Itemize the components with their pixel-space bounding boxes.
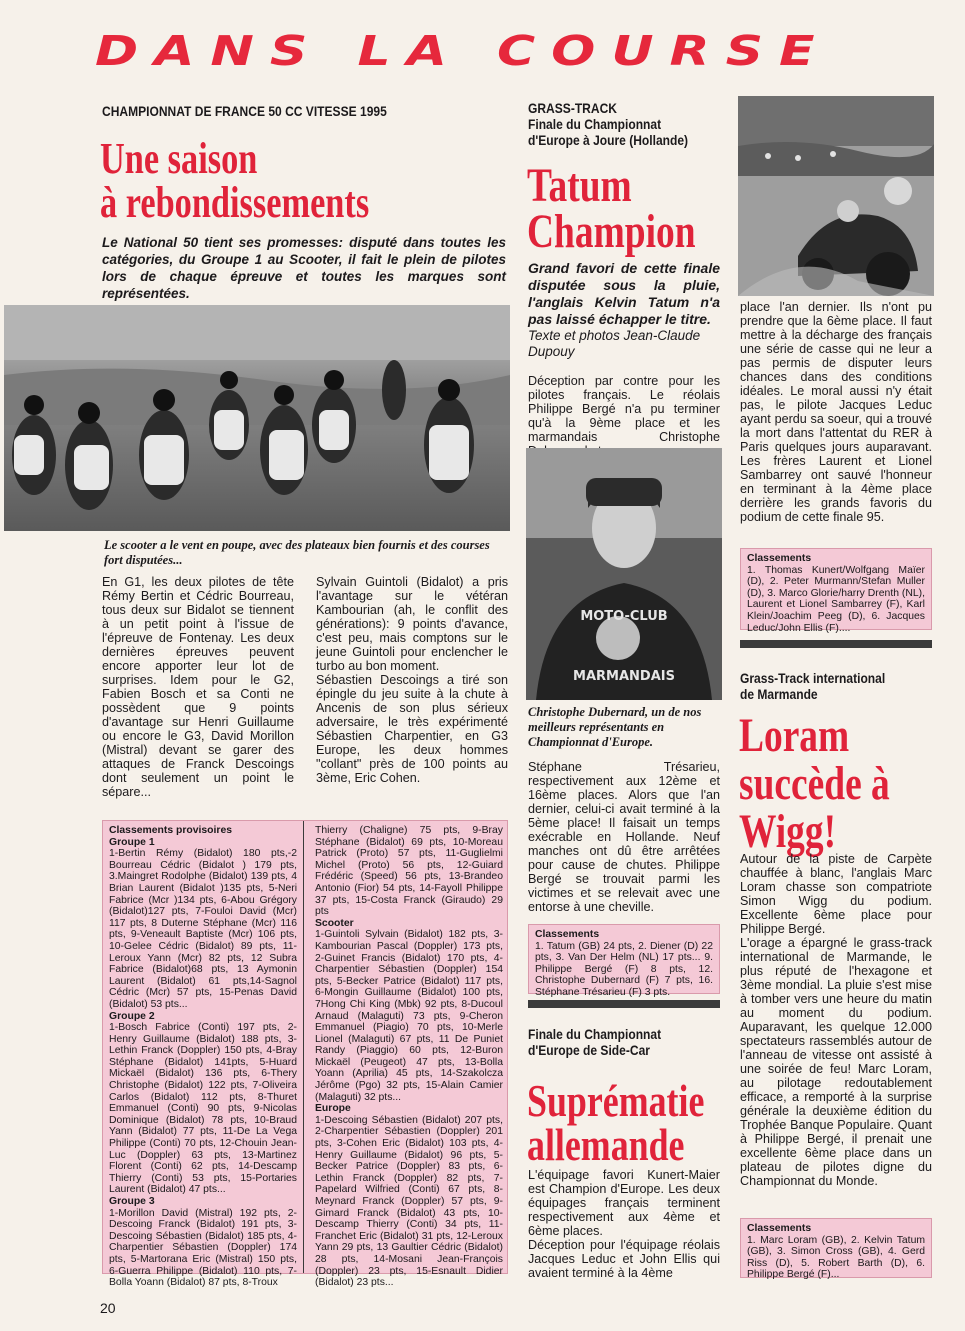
article3-body: L'équipage favori Kunert-Maier est Champion d'Europe. Les deux équipages français terminent respectivement aux 4ème et 6ème places. Déception pour l'équipage réolais Jacques Leduc et John Ellis qui avaient terminé à la 4ème bbox=[528, 1168, 720, 1280]
scooter-photo-caption: Le scooter a le vent en poupe, avec des plateaux bien fournis et des courses fort disputées... bbox=[104, 538, 490, 567]
article2-kicker-line3: d'Europe à Joure (Hollande) bbox=[528, 132, 689, 148]
tatum-standings-title: Classements bbox=[535, 929, 600, 940]
article4-headline-line1: Loram bbox=[739, 709, 850, 762]
jersey-town-text: MARMANDAIS bbox=[573, 669, 675, 684]
europe-title: Europe bbox=[315, 1103, 351, 1115]
scooter-race-photo bbox=[4, 305, 510, 531]
article2-kicker-line1: GRASS-TRACK bbox=[528, 100, 617, 116]
article1-kicker: CHAMPIONNAT DE FRANCE 50 CC VITESSE 1995 bbox=[102, 103, 387, 119]
standings-box-national50 bbox=[102, 820, 508, 1289]
article2-body2: Stéphane Trésarieu, respectivement aux 12ème et 16ème places. Alors que l'an dernier, celui-ci avait terminé à la 5ème place! Il faisait un temps exécrable en Hollande. Neuf manches ont dû être arrêtées pour cause de chutes. Philippe Bergé se trouvait parmi les victimes et se relevait avec une entorse à une cheville. bbox=[528, 760, 720, 914]
article3-kicker-line2: d'Europe de Side-Car bbox=[528, 1042, 650, 1058]
groupe1-standings: 1-Bertin Rémy (Bidalot) 180 pts,-2 Bourreau Cédric (Bidalot ) 179 pts, 3.Maingret Rodolphe (Bidalot) 139 pts, 4 Brian Laurent (Bidalot )135 pts, 5-Neri Fabrice (Mcr )134 pts, 6-Abou Grégory (Bidalot)127 pts, 7-Fouloi David (Mcr) 117 pts, 8 Duterne Stéphane (Mcr) 116 pts, 9-Veneault Baptiste (Mcr) 106 pts, 10-Gelee Cédric (Bidalot) 89 pts, 11-Leroux Yann (Mcr) 82 pts, 12 Subra Fabrice (Bidalot)68 pts, 13 Aymonin Laurent (Bidalot) 61 pts,14-Sagnol Cédric (Mcr) 57 pts, 15-Penas David (Bidalot) 53 pts... bbox=[109, 848, 297, 1010]
article2-headline-line2: Champion bbox=[527, 205, 696, 258]
groupe2-title: Groupe 2 bbox=[109, 1010, 155, 1022]
article3-continuation: place l'an dernier. Ils n'ont pu prendre que la 6ème place. Il faut mettre à la décharge des français une série de casse qui ne leur a pas permis de disputer leurs chances dans des conditions idéales. Le moral aussi n'y était pas, le pilote Jacques Leduc ayant perdu sa soeur, qui a trouvé la mort dans l'attentat du RER à Paris quelques jours auparavant. Les frères Laurent et Lionel Sambarrey ont sauvé l'honneur en terminant à la 4ème place derrière les grands favoris du podium de cette finale 95. bbox=[740, 300, 932, 524]
article4-headline-line3: Wigg! bbox=[739, 805, 837, 858]
scooter-standings: 1-Guintoli Sylvain (Bidalot) 182 pts, 3-Kambourian Pascal (Doppler) 173 pts, 2-Guinet Francis (Bidalot) 170 pts, 4-Charpentier Sébastien (Doppler) 154 pts, 5-Becker Patrice (Bidalot) 117 pts, 6-Mongin Guillaume (Bidalot) 100 pts, 7Hong Chi King (Mbk) 92 pts, 8-Ducoul Arnaud (Malaguti) 73 pts, 9-Cheron Emmanuel (Piagio) 70 pts, 10-Merle Lionel (Malaguti) 67 pts, 11 De Puniet Randy (Piaggio) 60 pts, 12-Buron Mickaël (Peugeot) 47 pts, 13-Bolla Yoann (Aprilia) 45 pts, 14-Szakolcza Jérôme (Pgo) 32 pts, 15-Alain Camier (Malaguti) 32 pts... bbox=[315, 929, 503, 1103]
sidecar-standings-title: Classements bbox=[747, 553, 812, 564]
article3-headline-line2: allemande bbox=[527, 1119, 685, 1170]
article4-kicker-line2: de Marmande bbox=[740, 686, 818, 702]
standings-divider bbox=[303, 821, 304, 1273]
sidecar-race-photo bbox=[738, 96, 934, 296]
divider-rule-right bbox=[740, 640, 932, 648]
standings-box-marmande bbox=[740, 1218, 932, 1281]
marmande-standings-title: Classements bbox=[747, 1223, 812, 1234]
tatum-standings: 1. Tatum (GB) 24 pts, 2. Diener (D) 22 pts, 3. Van Der Helm (NL) 17 pts... 9. Philippe Bergé (F) 8 pts, 12. Christophe Dubernard (F) 7 pts, 16. Stéphane Trésarieu (F) 3 pts. bbox=[535, 940, 713, 998]
groupe2-standings: 1-Bosch Fabrice (Conti) 197 pts, 2-Henry Guillaume (Bidalot) 188 pts, 3-Lethin Franck (Doppler) 150 pts, 4-Bray Stéphane (Bidalot) 141pts, 5-Huard Mickaël (Bidalot) 136 pts, 6-Thery Christophe (Bidalot) 122 pts, 7-Oliveira Carlos (Bidalot) 112 pts, 8-Thuret Emmanuel (Conti) 90 pts, 9-Nicolas Dominique (Bidalot) 78 pts, 10-Braud Yann (Bidalot) 77 pts, 11-De La Vega Philippe (Conti) 70 pts, 12-Chouin Jean-Luc (Doppler) 63 pts, 13-Martinez Florent (Conti) 62 pts, 14-Descamp Thierry (Conti) 53 pts, 15-Portaries Laurent (Bidalot) 47 pts... bbox=[109, 1022, 297, 1196]
article3-kicker-line1: Finale du Championnat bbox=[528, 1026, 662, 1042]
groupe3-title: Groupe 3 bbox=[109, 1196, 155, 1207]
page-number: 20 bbox=[100, 1300, 116, 1316]
standings-box-sidecar bbox=[740, 548, 932, 634]
standings-title: Classements provisoires bbox=[109, 825, 233, 836]
article2-byline: Texte et photos Jean-Claude Dupouy bbox=[528, 328, 701, 359]
article3-headline-line1: Suprématie bbox=[527, 1075, 705, 1126]
article1-lead: Le National 50 tient ses promesses: disputé dans toutes les catégories, du Groupe 1 au Scooter, il fait le plein de pilotes lors de chaque épreuve et toutes les marques sont représentées. bbox=[102, 235, 506, 301]
section-banner: DANS LA COURSE bbox=[95, 28, 831, 75]
article1-body-col1: En G1, les deux pilotes de tête Rémy Bertin et Cédric Bourreau, tous deux sur Bidalot se tiennent à un petit point à l'issue de l'épreuve de Fontenay. Les deux dernières épreuves peuvent encore apporter leur lot de surprises. Idem pour le G2, Fabien Bosch et sa Conti ne possèdent que 9 points d'avantage sur Henri Guillaume ou encore le G3, David Morillon (Mistral) devant se garer des attaques de Franck Descoings dont seulement un point le sépare... bbox=[102, 575, 294, 799]
groupe1-title: Groupe 1 bbox=[109, 836, 155, 848]
article2-lead: Grand favori de cette finale disputée sous la pluie, l'anglais Kelvin Tatum n'a pas laissé échapper le titre. bbox=[528, 260, 720, 327]
article2-headline-line1: Tatum bbox=[527, 159, 632, 212]
article1-headline-line2: à rebondissements bbox=[100, 178, 370, 227]
jersey-club-text: MOTO-CLUB bbox=[580, 609, 668, 624]
groupe3-standings: 1-Morillon David (Mistral) 192 pts, 2-Descoing Franck (Bidalot) 191 pts, 3-Descoing Sébastien (Bidalot) 185 pts, 4-Charpentier Sébastien (Doppler) 174 pts, 5-Martorana Eric (Mistral) 150 pts, 6-Guerra Philippe (Bidalot) 110 pts, 7-Bolla Yoann (Bidalot) 87 pts, 8-Troux bbox=[109, 1207, 297, 1289]
scooter-title: Scooter bbox=[315, 917, 354, 929]
europe-standings: 1-Descoing Sébastien (Bidalot) 207 pts, 2-Charpentier Sébastien (Doppler) 201 pts, 3-Cohen Eric (Bidalot) 103 pts, 4-Henry Guillaume (Bidalot) 96 pts, 5-Becker Patrice (Doppler) 83 pts, 6-Lethin Franck (Doppler) 82 pts, 7-Papelard Wilfried (Conti) 67 pts, 8-Meynard Franck (Doppler) 57 pts, 9-Gimard Franck (Bidalot) 43 pts, 10-Descamp Thierry (Conti) 34 pts, 11-Franchet Eric (Bidalot) 31 pts, 12-Leroux Yann 29 pts, 13 Gaultier Cédric (Bidalot) 28 pts, 14-Mosani Jean-François (Doppler) 23 pts, 15-Esnault Didier (Bidalot) 23 pts... bbox=[315, 1114, 503, 1289]
article4-body: Autour de la piste de Carpète chauffée à blanc, l'anglais Marc Loram chasse son compatriote Simon Wigg du podium. Excellente 6ème place pour Philippe Bergé. L'orage a épargné le grass-track international de Marmande, le plus réputé de l'hexagone et 3ème mondial. La pluie s'est mise à tomber vers une heure du matin au moment du podium. Auparavant, les quelque 12.000 spectateurs rassemblés autour de l'anneau de vitesse ont assisté à une soirée de feu! Marc Loram, au pilotage redoutablement efficace, a remporté à la surprise générale la deuxième édition du Trophée Banque Populaire. Quant à Philippe Bergé, il prenait une excellente 6ème place dans un plateau de pilotes digne du Championnat du Monde. bbox=[740, 852, 932, 1188]
article1-body-col2: Sylvain Guintoli (Bidalot) a pris l'avantage sur le vétéran Kambourian (ah, le conflit des générations): 9 points d'avance, c'est peu, mais comptons sur le jeune Guintoli pour enclencher le turbo au bon moment. Sébastien Descoings a tiré son épingle du jeu suite à la chute à Ancenis de son plus sérieux adversaire, le très expérimenté Sébastien Charpentier, en G3 Europe, les deux hommes "collant" près de 100 points au 3ème, Eric Cohen. bbox=[316, 575, 508, 785]
article2-kicker-line2: Finale du Championnat bbox=[528, 116, 662, 132]
article4-kicker-line1: Grass-Track international bbox=[740, 670, 886, 686]
marmande-standings: 1. Marc Loram (GB), 2. Kelvin Tatum (GB), 3. Simon Cross (GB), 4. Gerd Riss (D), 5. Robert Barth (D), 6. Philippe Bergé (F)... bbox=[747, 1234, 925, 1281]
groupe3-standings-cont: Thierry (Chaligne) 75 pts, 9-Bray Stéphane (Bidalot) 69 pts, 10-Moreau Patrick (Proto) 57 pts, 11-Guglielmi Michel (Proto) 56 pts, 12-Guiard Frédéric (Speed) 56 pts, 13-Brandeo Antonio (Fior) 54 pts, 14-Fayoll Philippe 37 pts, 15-Costa Franck (Giraudo) 29 pts bbox=[315, 825, 503, 918]
divider-rule bbox=[528, 1000, 720, 1008]
article1-headline-line1: Une saison bbox=[100, 134, 258, 183]
rider-portrait-caption: Christophe Dubernard, un de nos meilleurs représentants en Championnat d'Europe. bbox=[528, 705, 702, 749]
standings-box-tatum bbox=[528, 924, 720, 998]
article2-body1: Déception par contre pour les pilotes français. Le réolais Philippe Bergé n'a pu terminer qu'à la 9ème place et les marmandais Christophe bbox=[528, 374, 720, 444]
rider-portrait-photo bbox=[526, 448, 722, 700]
article4-headline-line2: succède à bbox=[739, 757, 890, 810]
sidecar-standings: 1. Thomas Kunert/Wolfgang Maïer (D), 2. Peter Murmann/Stefan Muller (D), 3. Marco Glorie/harry Drenth (NL), Laurent et Lionel Sambarrey (F), Karl Klein/Joachim Peeg (D), 6. Jacques Leduc/John Ellis (F).... bbox=[747, 564, 925, 634]
